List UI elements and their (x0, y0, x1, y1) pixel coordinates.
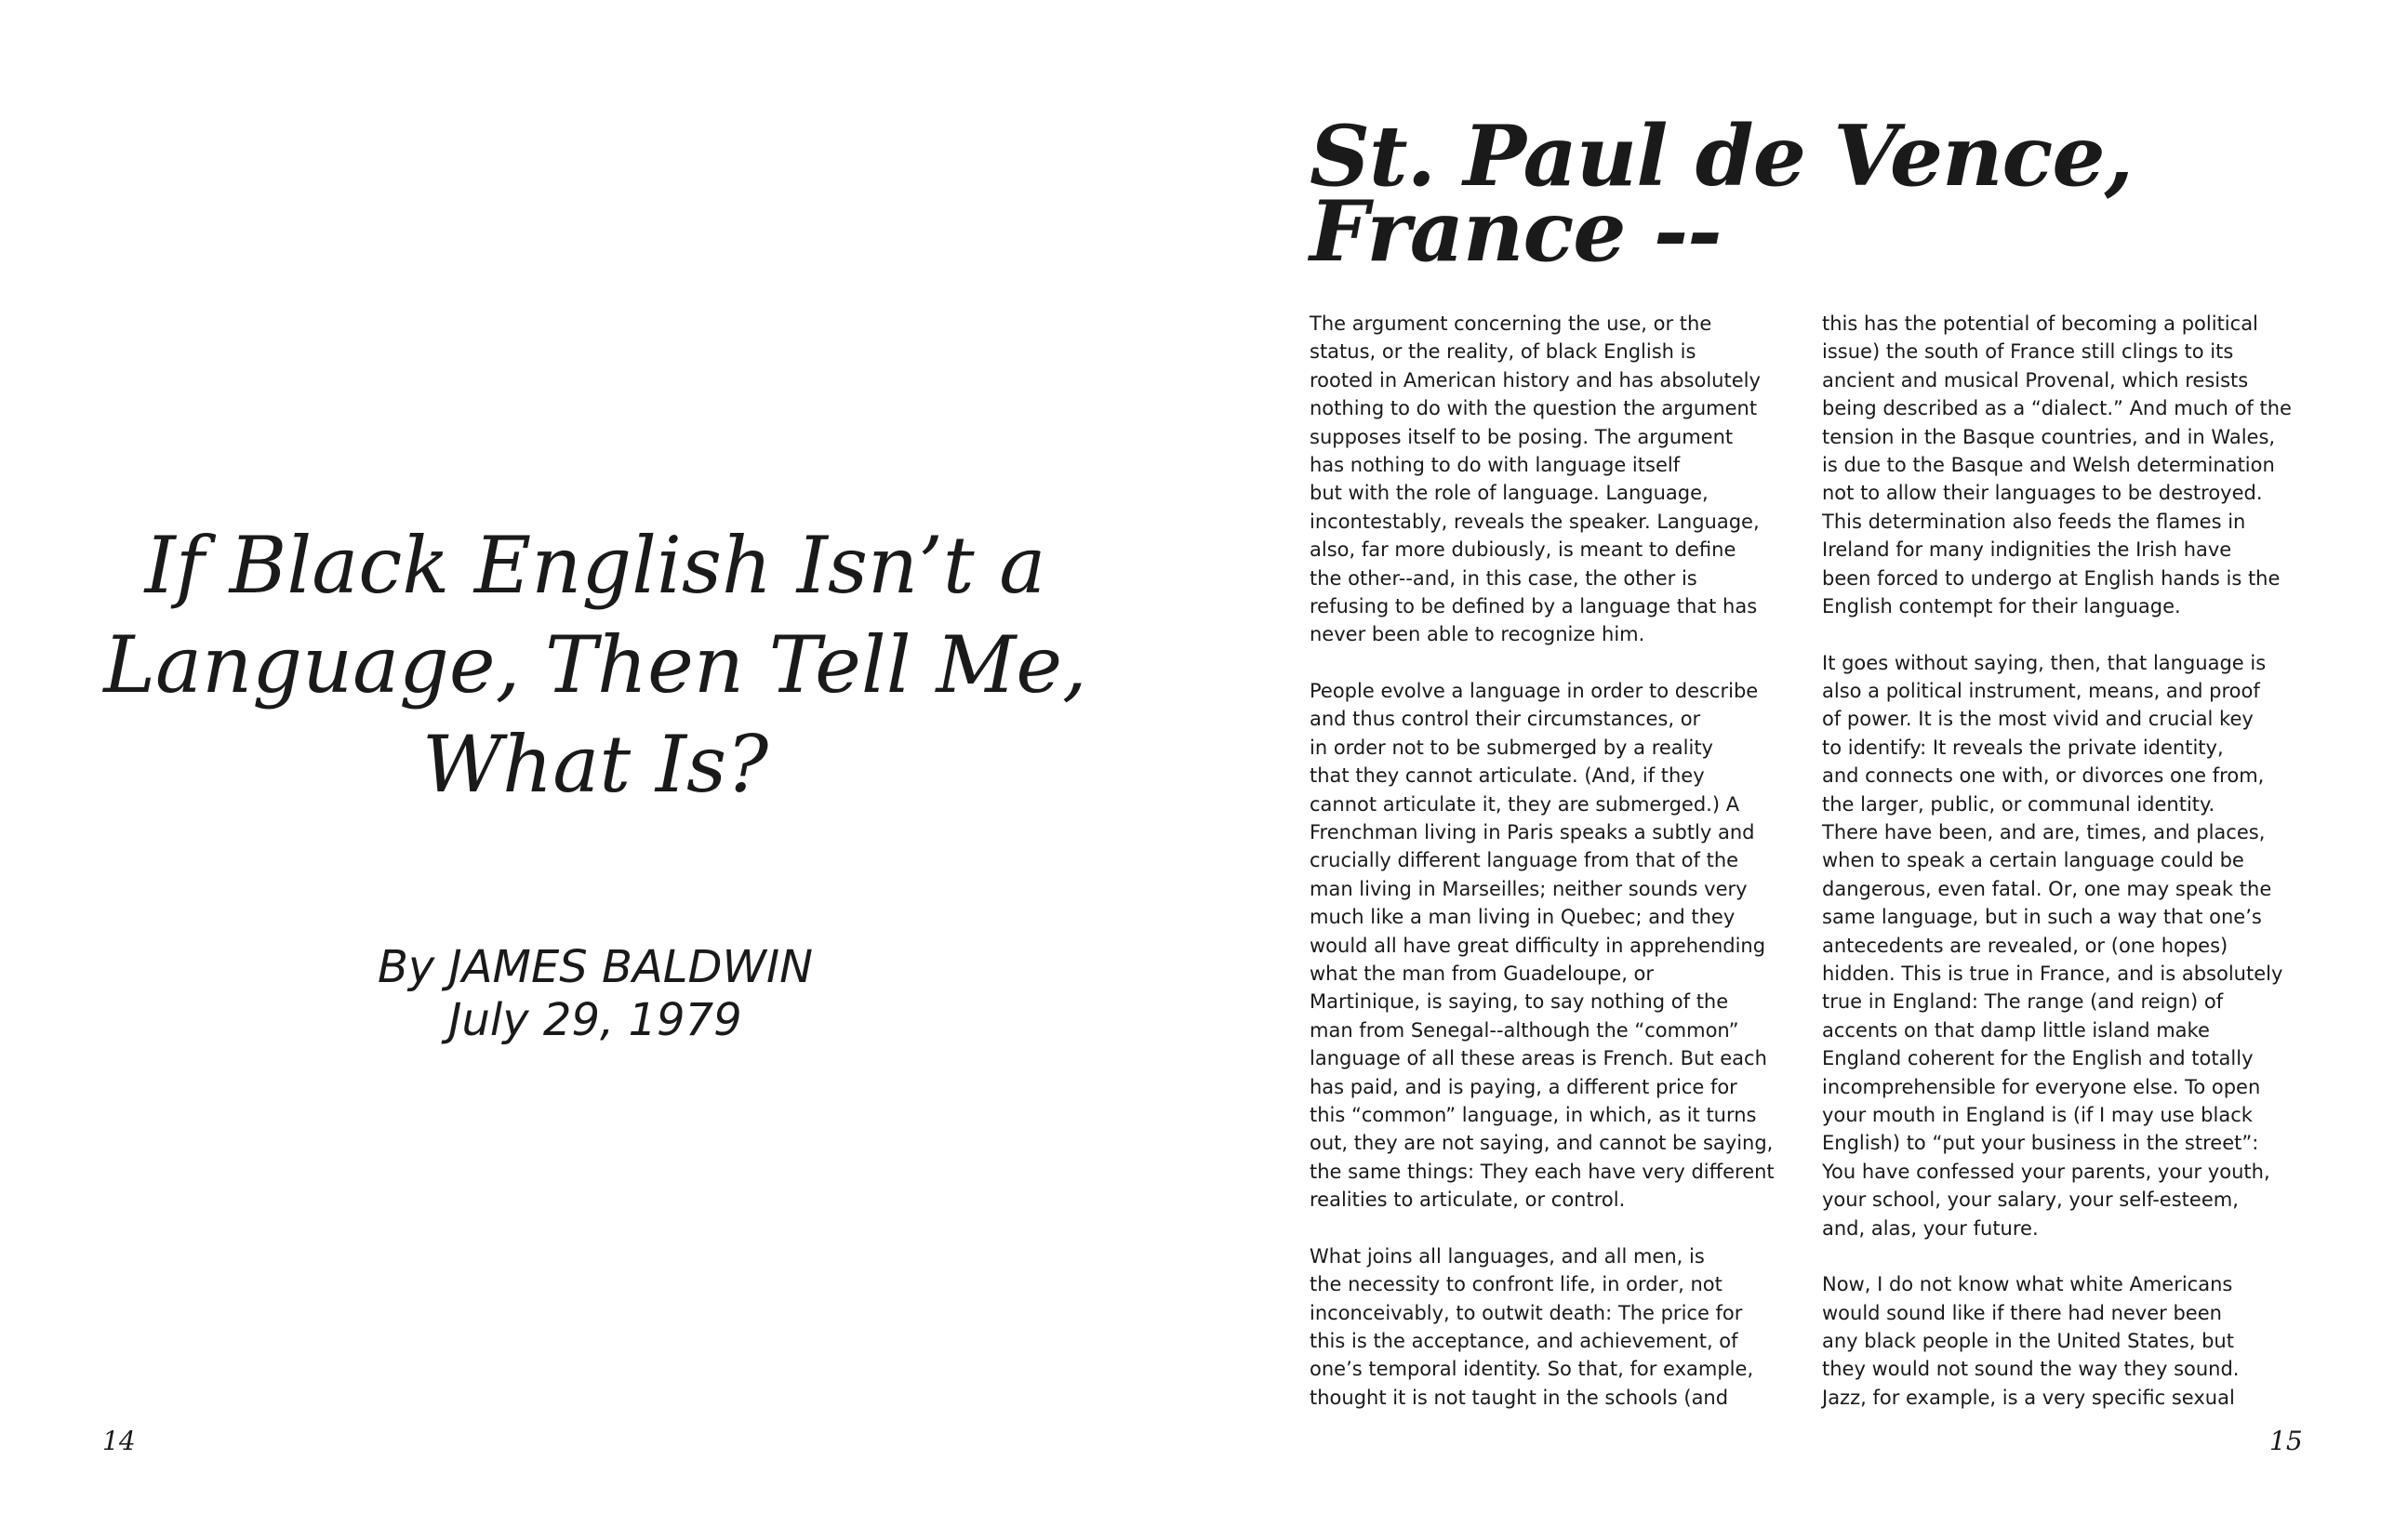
text-line: status, or the reality, of black English is (1310, 340, 1696, 364)
text-line: dangerous, even fatal. Or, one may speak the (1822, 877, 2272, 900)
text-line: been forced to undergo at English hands is the (1822, 566, 2281, 590)
text-line: English contempt for their language. (1822, 594, 2181, 617)
text-line: thought it is not taught in the schools (and (1310, 1386, 1729, 1409)
text-line: that they cannot articulate. (And, if they (1310, 764, 1705, 788)
text-line: nothing to do with the question the argument (1310, 397, 1758, 420)
text-line: in order not to be submerged by a reality (1310, 736, 1713, 759)
text-line: This determination also feeds the flames in (1822, 510, 2246, 533)
text-line: cannot articulate it, they are submerged.) A (1310, 792, 1740, 816)
text-line: your mouth in England is (if I may use black (1822, 1103, 2253, 1126)
text-line: has nothing to do with language itself (1310, 453, 1681, 476)
text-line: You have confessed your parents, your youth, (1822, 1160, 2270, 1183)
text-line: what the man from Guadeloupe, or (1310, 962, 1655, 985)
text-line: and thus control their circumstances, or (1310, 708, 1701, 731)
text-line: same language, but in such a way that one’s (1822, 906, 2262, 929)
page-number-right: 15 (2269, 1426, 2303, 1456)
paragraph-break (1822, 620, 2310, 648)
text-line: There have been, and are, times, and places, (1822, 821, 2266, 844)
text-line: inconceivably, to outwit death: The price for (1310, 1301, 1743, 1324)
text-line: out, they are not saying, and cannot be saying, (1310, 1132, 1774, 1155)
text-line: English) to “put your business in the street”: (1822, 1132, 2259, 1155)
text-line: the same things: They each have very different (1310, 1160, 1775, 1183)
text-line: rooted in American history and has absolutely (1310, 368, 1761, 392)
text-line: but with the role of language. Language, (1310, 482, 1709, 505)
text-line: your school, your salary, your self-esteem, (1822, 1188, 2239, 1212)
text-line: supposes itself to be posing. The argument (1310, 425, 1734, 448)
text-line: ancient and musical Provenal, which resists (1822, 368, 2249, 392)
text-line: the other--and, in this case, the other is (1310, 566, 1697, 590)
text-line: The argument concerning the use, or the (1310, 312, 1712, 335)
text-line: has paid, and is paying, a different price for (1310, 1075, 1737, 1098)
text-line: any black people in the United States, but (1822, 1330, 2234, 1353)
text-line: much like a man living in Quebec; and they (1310, 906, 1736, 929)
text-line: also, far more dubiously, is meant to define (1310, 538, 1736, 562)
text-line: incontestably, reveals the speaker. Language, (1310, 510, 1760, 533)
text-line: tension in the Basque countries, and in Wales, (1822, 425, 2276, 448)
text-line: this has the potential of becoming a political (1822, 312, 2258, 335)
text-line: also a political instrument, means, and proof (1822, 680, 2260, 703)
text-line: man from Senegal--although the “common” (1310, 1018, 1739, 1042)
text-line: hidden. This is true in France, and is absolutely (1822, 962, 2283, 985)
text-line: of power. It is the most vivid and crucial key (1822, 708, 2254, 731)
text-line: Ireland for many indignities the Irish have (1822, 538, 2232, 562)
text-line: true in England: The range (and reign) of (1822, 990, 2224, 1014)
text-line: the larger, public, or communal identity. (1822, 792, 2215, 816)
text-line: crucially different language from that of the (1310, 849, 1739, 872)
body-column-1 (1310, 310, 1798, 1412)
publication-date: July 29, 1979 (448, 994, 742, 1046)
text-line: refusing to be defined by a language that has (1310, 594, 1758, 617)
text-line: never been able to recognize him. (1310, 623, 1645, 646)
text-line: to identify: It reveals the private identity, (1822, 736, 2224, 759)
title-line: Language, Then Tell Me, (103, 619, 1087, 710)
text-line: England coherent for the English and totally (1822, 1047, 2254, 1070)
text-line: is due to the Basque and Welsh determination (1822, 453, 2275, 476)
paragraph-break (1822, 1242, 2310, 1270)
text-line: they would not sound the way they sound. (1822, 1358, 2240, 1381)
text-line: would all have great difficulty in apprehending (1310, 934, 1766, 957)
page-number-left: 14 (102, 1426, 136, 1456)
text-line: antecedents are revealed, or (one hopes) (1822, 934, 2228, 957)
text-line: not to allow their languages to be destroyed. (1822, 482, 2263, 505)
text-line: accents on that damp little island make (1822, 1018, 2210, 1042)
article-title (84, 516, 1107, 815)
title-line: What Is? (421, 719, 769, 810)
text-line: this “common” language, in which, as it turns (1310, 1103, 1757, 1126)
text-line: incomprehensible for everyone else. To open (1822, 1075, 2261, 1098)
dateline-headline (1310, 107, 2240, 281)
body-column-2 (1822, 310, 2310, 1412)
text-line: issue) the south of France still clings to its (1822, 340, 2234, 364)
headline-line: St. Paul de Vence, (1310, 107, 2133, 206)
text-line: Martinique, is saying, to say nothing of the (1310, 990, 1729, 1014)
text-line: People evolve a language in order to describe (1310, 680, 1759, 703)
text-line: Now, I do not know what white Americans (1822, 1273, 2233, 1296)
text-line: would sound like if there had never been (1822, 1301, 2222, 1324)
headline-line: France -- (1310, 182, 1722, 281)
text-line: when to speak a certain language could be (1822, 849, 2244, 872)
text-line: and, alas, your future. (1822, 1216, 2039, 1240)
author-byline: By JAMES BALDWIN (377, 941, 814, 993)
text-line: this is the acceptance, and achievement, of (1310, 1330, 1738, 1353)
title-line: If Black English Isn’t a (144, 520, 1046, 611)
text-line: realities to articulate, or control. (1310, 1188, 1626, 1212)
text-line: Jazz, for example, is a very specific sexual (1822, 1386, 2235, 1409)
text-line: and connects one with, or divorces one from, (1822, 764, 2265, 788)
paragraph-break (1310, 1215, 1798, 1242)
text-line: being described as a “dialect.” And much of the (1822, 397, 2292, 420)
text-line: What joins all languages, and all men, is (1310, 1244, 1705, 1268)
left-page (0, 0, 1190, 1540)
text-line: language of all these areas is French. But each (1310, 1047, 1767, 1070)
byline-block (316, 941, 874, 1047)
text-line: man living in Marseilles; neither sounds very (1310, 877, 1748, 900)
text-line: Frenchman living in Paris speaks a subtly and (1310, 821, 1755, 844)
text-line: one’s temporal identity. So that, for example, (1310, 1358, 1754, 1381)
paragraph-break (1310, 649, 1798, 677)
text-line: It goes without saying, then, that language is (1822, 651, 2267, 674)
text-line: the necessity to confront life, in order, not (1310, 1273, 1723, 1296)
